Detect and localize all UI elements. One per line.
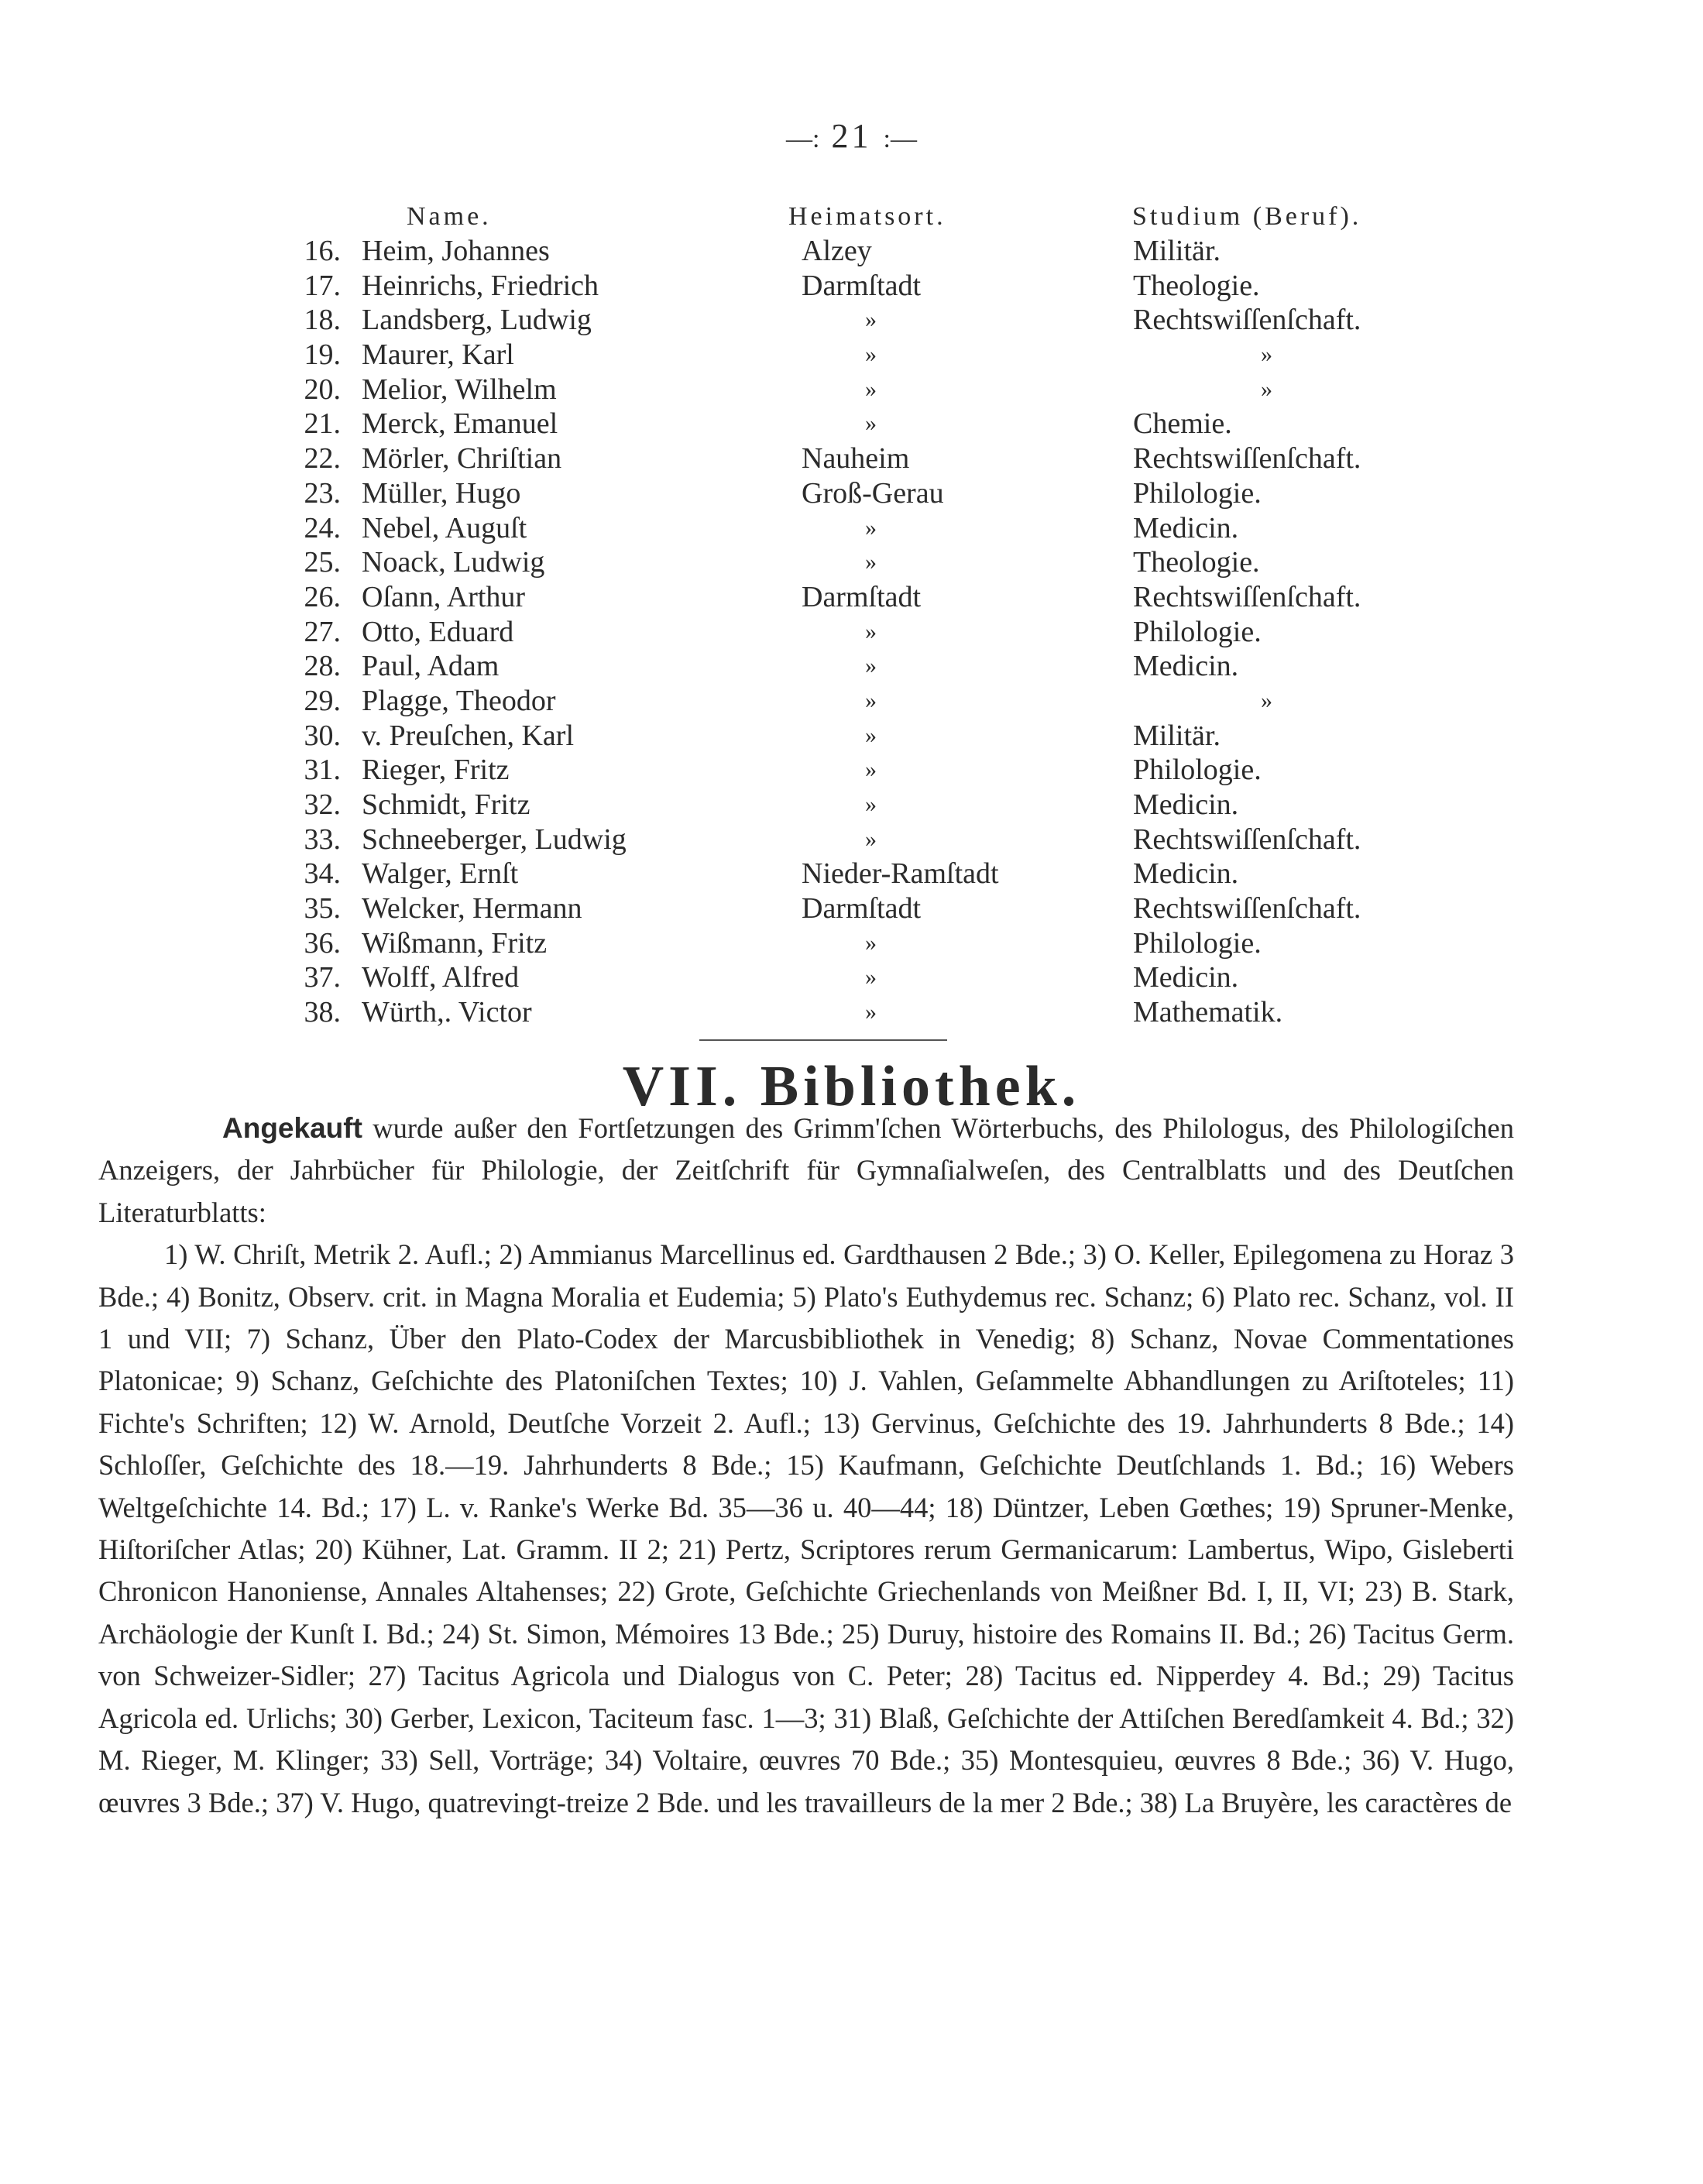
row-number: 37.: [304, 961, 341, 994]
column-header-name: Name.: [407, 202, 492, 231]
hometown: »: [865, 687, 877, 713]
field-of-study: Rechtswiſſenſchaft.: [1133, 442, 1361, 476]
table-row: [294, 891, 1456, 926]
student-name: Müller, Hugo: [362, 476, 521, 510]
table-row: [294, 373, 1456, 407]
table-row: [294, 960, 1456, 995]
acquisitions-list-paragraph: 1) W. Chriſt, Metrik 2. Aufl.; 2) Ammianus Marcellinus ed. Gardthausen 2 Bde.; 3) O. Keller, Epilegomena zu Horaz 3 Bde.; 4) Bonitz, Observ. crit. in Magna Moralia et Eudemia; 5) Plato's Euthydemus rec. Schanz; 6) Plato rec. Schanz, vol. II 1 und VII; 7) Schanz, Über den Plato-Codex der Marcusbibliothek in Venedig; 8) Schanz, Novae Commentationes Platonicae; 9) Schanz, Geſchichte des Platoniſchen Textes; 10) J. Vahlen, Geſammelte Abhandlungen zu Ariſtoteles; 11) Fichte's Schriften; 12) W. Arnold, Deutſche Vorzeit 2. Aufl.; 13) Gervinus, Geſchichte des 19. Jahrhunderts 8 Bde.; 14) Schloſſer, Geſchichte des 18.—19. Jahrhunderts 8 Bde.; 15) Kaufmann, Geſchichte Deutſchlands 1. Bd.; 16) Webers Weltgeſchichte 14. Bd.; 17) L. v. Ranke's Werke Bd. 35—36 u. 40—44; 18) Düntzer, Leben Gœthes; 19) Spruner-Menke, Hiſtoriſcher Atlas; 20) Kühner, Lat. Gramm. II 2; 21) Pertz, Scriptores rerum Germanicarum: Lambertus, Wipo, Gisleberti Chronicon Hanoniense, Annales Altahenses; 22) Grote, Geſchichte Griechenlands von Meißner Bd. I, II, VI; 23) B. Stark, Archäologie der Kunſt I. Bd.; 24) St. Simon, Mémoires 13 Bde.; 25) Duruy, histoire des Romains II. Bd.; 26) Tacitus Germ. von Schweizer-Sidler; 27) Tacitus Agricola und Dialogus von C. Peter; 28) Tacitus ed. Nipperdey 4. Bd.; 29) Tacitus Agricola ed. Urlichs; 30) Gerber, Lexicon, Taciteum fasc. 1—3; 31) Blaß, Geſchichte der Attiſchen Beredſamkeit 4. Bd.; 32) M. Rieger, M. Klinger; 33) Sell, Vorträge; 34) Voltaire, œuvres 70 Bde.; 35) Montesquieu, œuvres 8 Bde.; 36) V. Hugo, œuvres 3 Bde.; 37) V. Hugo, quatrevingt-treize 2 Bde. und les travailleurs de la mer 2 Bde.; 38) La Bruyère, les caractères de: [98, 1238, 1514, 1818]
hometown: »: [865, 929, 877, 956]
table-row: [294, 269, 1456, 304]
field-of-study: »: [1261, 376, 1272, 402]
student-name: Merck, Emanuel: [362, 407, 558, 441]
field-of-study: Rechtswiſſenſchaft.: [1133, 580, 1361, 613]
table-row: [294, 788, 1456, 822]
row-number: 35.: [304, 892, 341, 925]
table-row: [294, 753, 1456, 788]
row-number: 16.: [304, 235, 341, 267]
column-header-home: Heimatsort.: [788, 202, 946, 231]
student-name: Plagge, Theodor: [362, 684, 556, 717]
row-number: 28.: [304, 650, 341, 683]
hometown: Nieder-Ramſtadt: [802, 857, 999, 891]
row-number: 30.: [304, 719, 341, 752]
ornament-right: :—: [883, 124, 917, 153]
lead-word: Angekauft: [222, 1112, 362, 1144]
student-name: Nebel, Auguſt: [362, 511, 527, 544]
hometown: Darmſtadt: [802, 580, 922, 613]
hometown: »: [865, 722, 877, 748]
student-name: Wolff, Alfred: [362, 961, 520, 994]
field-of-study: Medicin.: [1133, 857, 1239, 891]
hometown: Nauheim: [802, 442, 910, 476]
student-name: Mörler, Chriſtian: [362, 442, 562, 476]
student-name: Wißmann, Fritz: [362, 926, 548, 960]
hometown: Groß-Gerau: [802, 476, 944, 510]
hometown: »: [865, 618, 877, 644]
student-name: Walger, Ernſt: [362, 857, 519, 891]
table-row: [294, 822, 1456, 857]
student-name: Schmidt, Fritz: [362, 788, 530, 821]
field-of-study: Rechtswiſſenſchaft.: [1133, 892, 1361, 925]
field-of-study: Militär.: [1133, 235, 1221, 267]
intro-text: wurde außer den Fortſetzungen des Grimm'ſchen Wörterbuchs, des Philologus, des Philologiſchen Anzeigers, der Jahrbücher für Philologie, der Zeitſchrift für Gymnaſialweſen, des Centralblatts und des Deutſchen Literaturblatts:: [98, 1112, 1514, 1228]
page-number: 21: [831, 117, 872, 155]
table-row: [294, 649, 1456, 684]
hometown: Darmſtadt: [802, 892, 922, 925]
field-of-study: Theologie.: [1133, 546, 1260, 579]
table-row: [294, 511, 1456, 546]
hometown: »: [865, 653, 877, 679]
field-of-study: Rechtswiſſenſchaft.: [1133, 304, 1361, 337]
student-name: Landsberg, Ludwig: [362, 304, 592, 337]
field-of-study: Philologie.: [1133, 476, 1262, 510]
student-name: Melior, Wilhelm: [362, 373, 557, 406]
section-divider: [699, 1039, 947, 1041]
table-row: [294, 719, 1456, 754]
field-of-study: Mathematik.: [1133, 996, 1283, 1029]
table-row: [294, 857, 1456, 891]
hometown: »: [865, 410, 877, 437]
field-of-study: Medicin.: [1133, 788, 1239, 821]
row-number: 19.: [304, 338, 341, 372]
row-number: 31.: [304, 754, 341, 787]
hometown: »: [865, 826, 877, 852]
row-number: 25.: [304, 546, 341, 579]
hometown: Darmſtadt: [802, 269, 922, 302]
row-number: 29.: [304, 684, 341, 717]
table-row: [294, 545, 1456, 580]
intro-paragraph: [98, 1107, 1514, 1234]
hometown: »: [865, 792, 877, 817]
field-of-study: Medicin.: [1133, 511, 1239, 544]
table-row: [294, 580, 1456, 615]
student-name: Rieger, Fritz: [362, 754, 510, 787]
field-of-study: Rechtswiſſenſchaft.: [1133, 822, 1361, 856]
row-number: 18.: [304, 304, 341, 337]
hometown: »: [865, 342, 877, 368]
hometown: Alzey: [802, 235, 872, 267]
hometown: »: [865, 999, 877, 1025]
hometown: »: [865, 549, 877, 575]
row-number: 21.: [304, 407, 341, 441]
student-roster-table: [294, 234, 1456, 1030]
student-name: Welcker, Hermann: [362, 892, 582, 925]
page-number-header: [0, 116, 1703, 156]
field-of-study: Philologie.: [1133, 615, 1262, 648]
table-row: [294, 926, 1456, 961]
field-of-study: Militär.: [1133, 719, 1221, 752]
student-name: Würth,. Victor: [362, 996, 532, 1029]
table-row: [294, 476, 1456, 511]
field-of-study: Philologie.: [1133, 754, 1262, 787]
ornament-left: —:: [786, 124, 820, 153]
row-number: 27.: [304, 615, 341, 648]
row-number: 38.: [304, 996, 341, 1029]
student-name: Oſann, Arthur: [362, 580, 526, 613]
table-row: [294, 303, 1456, 338]
hometown: »: [865, 514, 877, 541]
student-name: Heinrichs, Friedrich: [362, 269, 599, 302]
row-number: 23.: [304, 476, 341, 510]
library-section-body: [98, 1107, 1514, 1824]
field-of-study: Theologie.: [1133, 269, 1260, 302]
table-row: [294, 441, 1456, 476]
table-row: [294, 338, 1456, 373]
hometown: »: [865, 307, 877, 333]
table-row: [294, 615, 1456, 650]
field-of-study: Medicin.: [1133, 650, 1239, 683]
student-name: Noack, Ludwig: [362, 546, 545, 579]
hometown: »: [865, 376, 877, 402]
student-name: Paul, Adam: [362, 650, 500, 683]
field-of-study: Chemie.: [1133, 407, 1232, 441]
table-row: [294, 684, 1456, 719]
table-row: [294, 234, 1456, 269]
row-number: 34.: [304, 857, 341, 891]
student-name: Heim, Johannes: [362, 235, 550, 267]
field-of-study: Philologie.: [1133, 926, 1262, 960]
table-row: [294, 407, 1456, 441]
table-row: [294, 995, 1456, 1030]
row-number: 33.: [304, 822, 341, 856]
field-of-study: Medicin.: [1133, 961, 1239, 994]
field-of-study: »: [1261, 342, 1272, 368]
student-name: v. Preuſchen, Karl: [362, 719, 574, 752]
row-number: 20.: [304, 373, 341, 406]
row-number: 24.: [304, 511, 341, 544]
column-header-study: Studium (Beruf).: [1132, 202, 1362, 231]
row-number: 36.: [304, 926, 341, 960]
row-number: 26.: [304, 580, 341, 613]
hometown: »: [865, 757, 877, 783]
section-heading: VII. Bibliothek.: [622, 1055, 1081, 1118]
student-name: Otto, Eduard: [362, 615, 514, 648]
row-number: 22.: [304, 442, 341, 476]
row-number: 32.: [304, 788, 341, 821]
row-number: 17.: [304, 269, 341, 302]
hometown: »: [865, 964, 877, 991]
student-name: Schneeberger, Ludwig: [362, 822, 627, 856]
student-name: Maurer, Karl: [362, 338, 514, 372]
field-of-study: »: [1261, 687, 1272, 713]
